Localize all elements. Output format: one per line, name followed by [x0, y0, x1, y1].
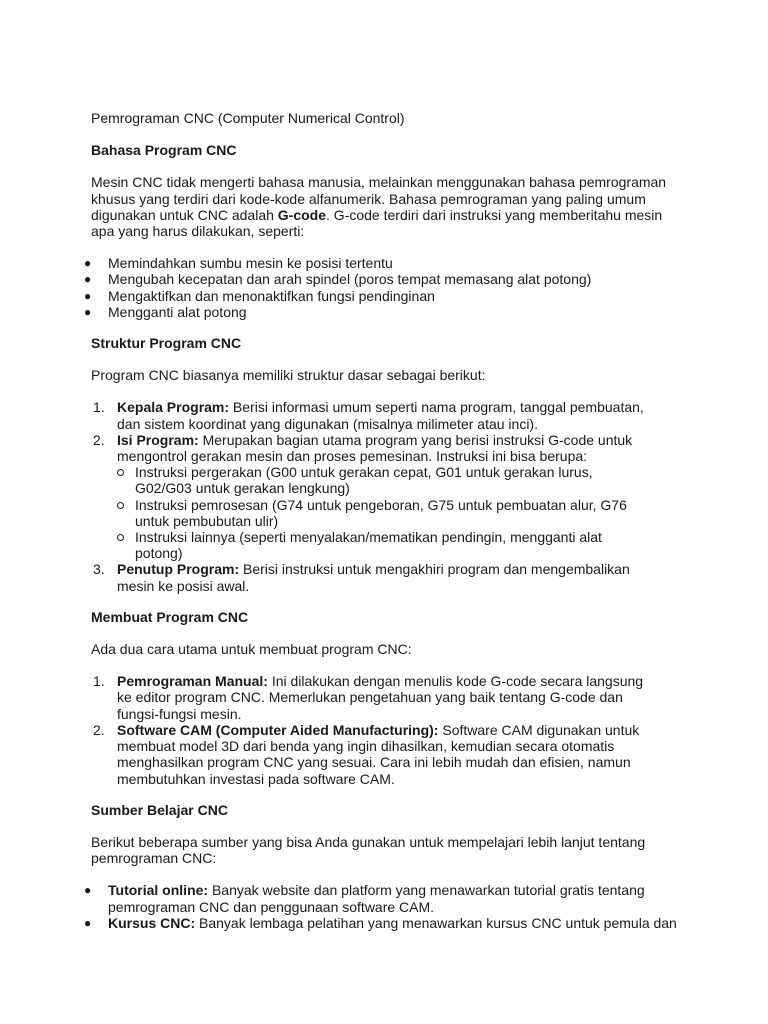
membuat-list: [91, 673, 691, 786]
list-item: 2. Software CAM (Computer Aided Manufacturing): Software CAM digunakan untuk membuat model 3D dari benda yang ingin dihasilkan, kemudian secara otomatis menghasilkan program CNC yang sesuai. Cara ini lebih mudah dan efisien, namun membutuhkan investasi pada software CAM.: [93, 721, 640, 787]
list-item: ● Kursus CNC: Banyak lembaga pelatihan yang menawarkan kursus CNC untuk pemula dan: [84, 914, 677, 931]
struktur-list: [91, 399, 691, 593]
paragraph-membuat-intro: Ada dua cara utama untuk membuat program CNC:: [91, 641, 412, 658]
heading-struktur-program: Struktur Program CNC: [91, 335, 242, 352]
paragraph-bahasa-program: Mesin CNC tidak mengerti bahasa manusia, melainkan menggunakan bahasa pemrograman khusus yang terdiri dari kode-kode alfanumerik. Bahasa pemrograman yang paling umum digunakan untuk CNC adalah G-code. G-code terdiri dari instruksi yang memberitahu mesin apa yang harus dilakukan, seperti:: [91, 174, 667, 240]
paragraph-struktur-intro: Program CNC biasanya memiliki struktur dasar sebagai berikut:: [91, 367, 486, 384]
list-item: ● Tutorial online: Banyak website dan platform yang menawarkan tutorial gratis tentang pemrograman CNC dan penggunaan software CAM.: [84, 882, 645, 915]
heading-membuat-program: Membuat Program CNC: [91, 608, 249, 625]
list-item: ● Mengganti alat potong: [84, 303, 247, 320]
list-item: ● Memindahkan sumbu mesin ke posisi tertentu: [84, 255, 393, 272]
instruksi-sublist: [117, 464, 647, 561]
list-item: 1. Kepala Program: Berisi informasi umum seperti nama program, tanggal pembuatan, dan sistem koordinat yang digunakan (misalnya milimeter atau inci).: [93, 399, 644, 432]
list-item: ● Mengubah kecepatan dan arah spindel (poros tempat memasang alat potong): [84, 271, 592, 288]
gcode-capabilities-list: [84, 255, 691, 320]
heading-bahasa-program: Bahasa Program CNC: [91, 142, 237, 159]
document-content: [84, 110, 691, 931]
list-item: 3. Penutup Program: Berisi instruksi untuk mengakhiri program dan mengembalikan mesin ke posisi awal.: [93, 561, 630, 594]
sublist-item: Instruksi pemrosesan (G74 untuk pengeboran, G75 untuk pembuatan alur, G76 untuk pembubutan ulir): [117, 497, 647, 529]
paragraph-sumber-intro: Berikut beberapa sumber yang bisa Anda gunakan untuk mempelajari lebih lanjut tentang pemrograman CNC:: [91, 833, 646, 867]
sumber-list: [84, 882, 691, 931]
g-code-term: G-code: [277, 206, 327, 223]
sublist-item: Instruksi pergerakan (G00 untuk gerakan cepat, G01 untuk gerakan lurus, G02/G03 untuk gerakan lengkung): [117, 464, 647, 496]
list-item: ● Mengaktifkan dan menonaktifkan fungsi pendinginan: [84, 287, 435, 304]
document-title: Pemrograman CNC (Computer Numerical Control): [91, 110, 405, 126]
list-item: 1. Pemrograman Manual: Ini dilakukan dengan menulis kode G-code secara langsung ke editor program CNC. Memerlukan pengetahuan yang baik tentang G-code dan fungsi-fungsi mesin.: [93, 673, 644, 722]
sublist-item: Instruksi lainnya (seperti menyalakan/mematikan pendingin, mengganti alat potong): [117, 529, 647, 561]
list-item: 2. Isi Program: Merupakan bagian utama program yang berisi instruksi G-code untuk mengontrol gerakan mesin dan proses pemesinan. Instruksi ini bisa berupa: Instruksi pergerakan (G00 untuk gerakan cepat, G01 untuk gerakan lurus, G02/G03 untuk gerakan lengkung) Instruksi pemrosesan (G74 untuk pengeboran, G75 untuk pembuatan alur, G76 untuk pembubutan ulir) Instruksi lainnya (seperti menyalakan/mematikan pendingin, mengganti alat potong): [91, 432, 647, 562]
heading-sumber-belajar: Sumber Belajar CNC: [91, 801, 228, 818]
